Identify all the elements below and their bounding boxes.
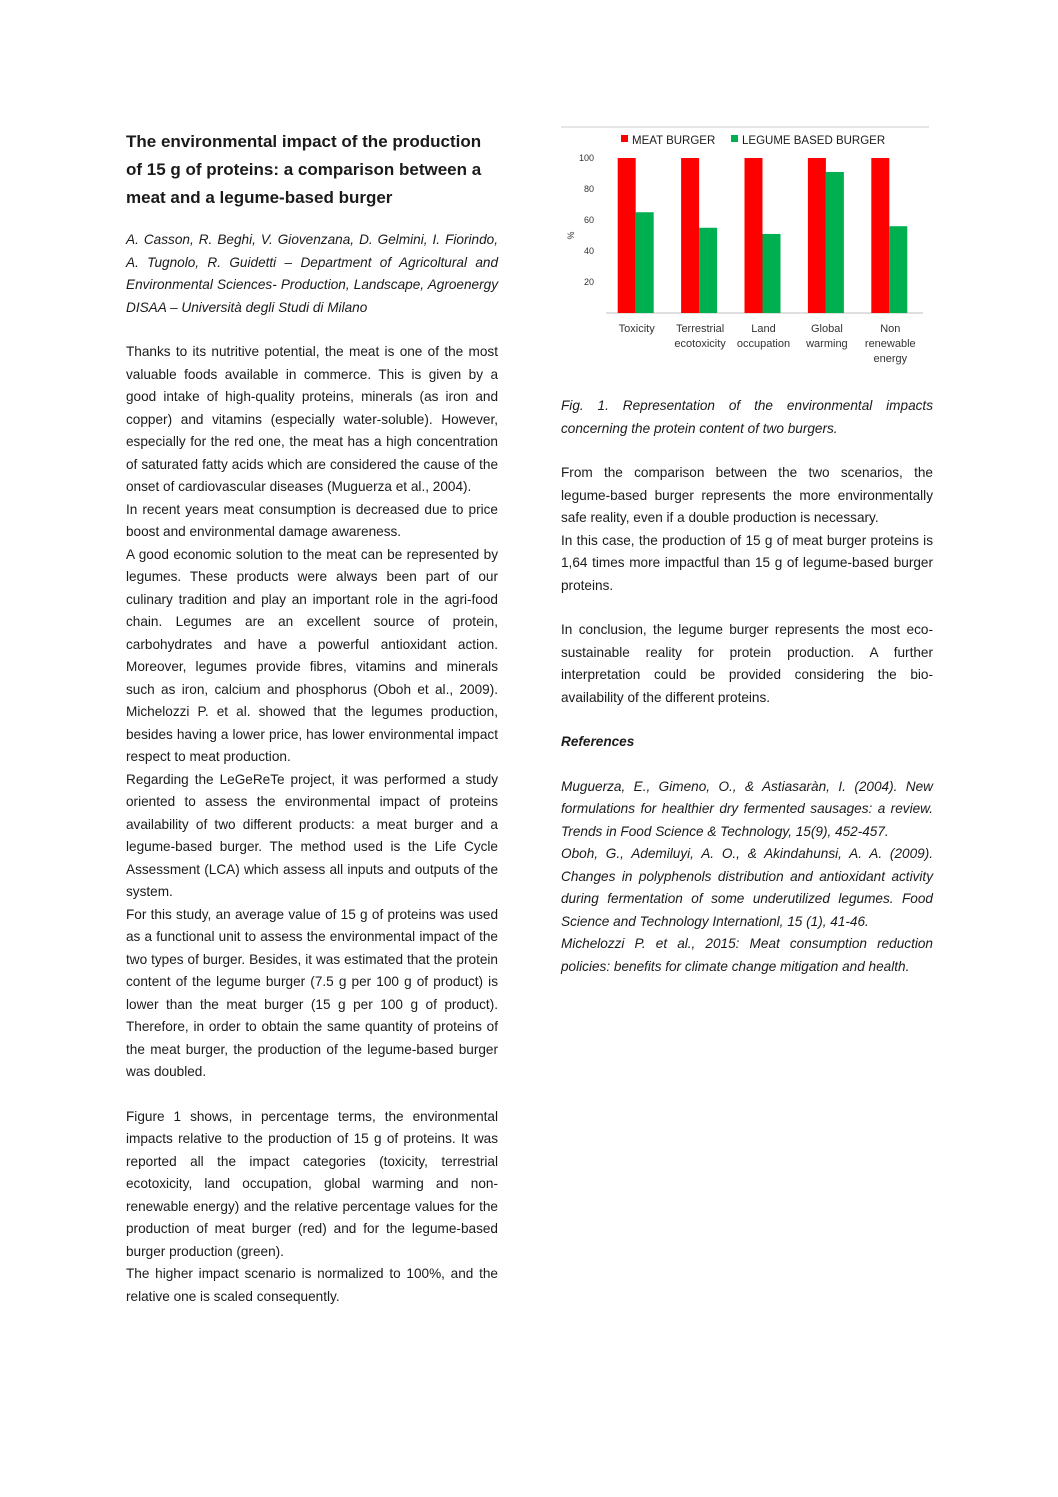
y-tick-label: 100 bbox=[578, 153, 594, 163]
x-tick-label: Non bbox=[880, 323, 901, 335]
reference-item: Muguerza, E., Gimeno, O., & Astiasaràn, I. (2004). New formulations for healthier dry fermented sausages: a review. Trends in Food Science & Technology, 15(9), 452-457. bbox=[561, 778, 933, 839]
legend-label: MEAT BURGER bbox=[632, 135, 716, 147]
x-tick-label: occupation bbox=[736, 338, 791, 350]
bar-meat-burger bbox=[871, 158, 889, 313]
y-axis-label: % bbox=[566, 231, 576, 240]
legend-swatch bbox=[731, 135, 738, 142]
reference-item: Oboh, G., Ademiluyi, A. O., & Akindahunsi, A. A. (2009). Changes in polyphenols distribution and antioxidant activity during fermentation of some underutilized legumes. Food Science and Technology Internationl, 15 (1), 41-46. bbox=[561, 846, 933, 929]
y-tick-label: 80 bbox=[583, 184, 594, 194]
paragraph: Figure 1 shows, in percentage terms, the environmental impacts relative to the production of 15 g of proteins. It was reported all the impact categories (toxicity, terrestrial ecotoxicity, land occupation, global warming and non-renewable energy) and the relative percentage values for the production of meat burger (red) and for the legume-based burger production (green). bbox=[126, 1108, 498, 1259]
x-tick-label: Land bbox=[751, 323, 776, 335]
left-column bbox=[126, 128, 498, 1308]
x-tick-label: renewable bbox=[864, 338, 916, 350]
x-tick-label: Terrestrial bbox=[675, 323, 725, 335]
y-tick-label: 40 bbox=[583, 246, 594, 256]
bar-legume-burger bbox=[699, 228, 717, 313]
references-heading: References bbox=[561, 734, 635, 749]
bar-legume-burger bbox=[636, 212, 654, 313]
bar-legume-burger bbox=[826, 172, 844, 313]
bar-chart bbox=[561, 125, 933, 373]
right-column bbox=[561, 125, 933, 978]
x-tick-label: Toxicity bbox=[618, 323, 655, 335]
paragraph: In this case, the production of 15 g of meat burger proteins is 1,64 times more impactful than 15 g of legume-based burger proteins. bbox=[561, 532, 933, 593]
bar-meat-burger bbox=[745, 158, 763, 313]
reference-item: Michelozzi P. et al., 2015: Meat consumption reduction policies: benefits for climate change mitigation and health. bbox=[561, 936, 933, 974]
y-tick-label: 20 bbox=[583, 277, 594, 287]
paragraph: Regarding the LeGeReTe project, it was performed a study oriented to assess the environmental impact of proteins availability of two different products: a meat burger and a legume-based burger. The method used is the Life Cycle Assessment (LCA) which assess all inputs and outputs of the system. bbox=[126, 771, 498, 899]
page-title: The environmental impact of the production of 15 g of proteins: a comparison between a meat and a legume-based burger bbox=[126, 132, 482, 207]
x-tick-label: warming bbox=[806, 338, 848, 350]
legend-label: LEGUME BASED BURGER bbox=[742, 135, 886, 147]
bar-meat-burger bbox=[681, 158, 699, 313]
paragraph: In conclusion, the legume burger represents the most eco-sustainable reality for protein production. A further interpretation could be provided considering the bio-availability of the different proteins. bbox=[561, 622, 933, 705]
paragraph: In recent years meat consumption is decreased due to price boost and environmental damage awareness. bbox=[126, 501, 498, 539]
x-tick-label: ecotoxicity bbox=[674, 338, 726, 350]
paragraph: Thanks to its nutritive potential, the meat is one of the most valuable foods available in commerce. This is given by a good intake of high-quality proteins, minerals (as iron and copper) and vitamins (especially water-soluble). However, especially for the red one, the meat has a high concentration of saturated fatty acids which are considered the cause of the onset of cardiovascular diseases (Muguerza et al., 2004). bbox=[126, 344, 498, 494]
figure-caption: Fig. 1. Representation of the environmental impacts concerning the protein content of two burgers. bbox=[561, 398, 933, 436]
bar-meat-burger bbox=[808, 158, 826, 313]
y-tick-label: 60 bbox=[583, 215, 594, 225]
paragraph: From the comparison between the two scenarios, the legume-based burger represents the more environmentally safe reality, even if a double production is necessary. bbox=[561, 465, 933, 525]
author-list: A. Casson, R. Beghi, V. Giovenzana, D. Gelmini, I. Fiorindo, A. Tugnolo, R. Guidetti – Department of Agricoltural and Environmental Sciences- Production, Landscape, Agroenergy DISAA – Università degli Studi di Milano bbox=[126, 232, 498, 315]
x-tick-label: energy bbox=[873, 353, 908, 365]
paragraph: A good economic solution to the meat can be represented by legumes. These products were always been part of our culinary tradition and play an important role in the agri-food chain. Legumes are an excellent source of protein, carbohydrates and have a powerful antioxidant action. Moreover, legumes provide fibres, vitamins and minerals such as iron, calcium and phosphorus (Oboh et al., 2009). Michelozzi P. et al. showed that the legumes production, besides having a lower price, has lower environmental impact respect to meat production. bbox=[126, 546, 498, 764]
paragraph: The higher impact scenario is normalized to 100%, and the relative one is scaled consequently. bbox=[126, 1266, 498, 1304]
bar-legume-burger bbox=[889, 226, 907, 313]
bar-meat-burger bbox=[618, 158, 636, 313]
legend-swatch bbox=[621, 135, 628, 142]
bar-legume-burger bbox=[763, 234, 781, 313]
paragraph: For this study, an average value of 15 g of proteins was used as a functional unit to assess the environmental impact of the two types of burger. Besides, it was estimated that the protein content of the legume burger (7.5 g per 100 g of product) is lower than the meat burger (15 g per 100 g of product). Therefore, in order to obtain the same quantity of proteins of the meat burger, the production of the legume-based burger was doubled. bbox=[126, 906, 498, 1079]
x-tick-label: Global bbox=[811, 323, 843, 335]
